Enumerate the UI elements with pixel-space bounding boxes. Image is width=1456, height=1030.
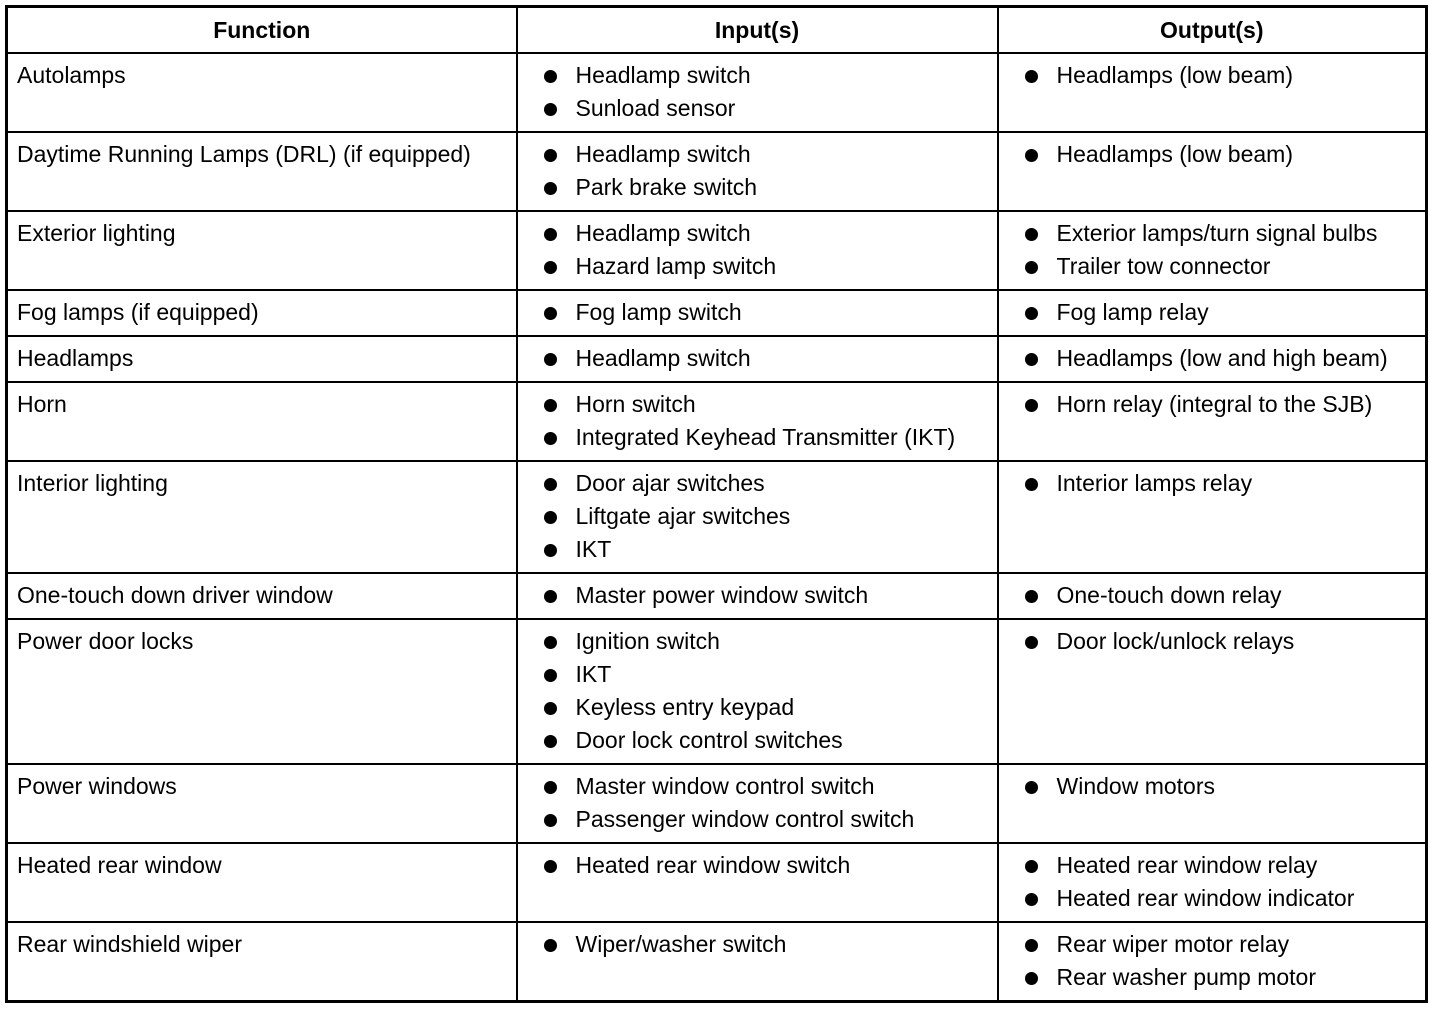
list-item-label: IKT — [575, 536, 612, 562]
list-item-label: Door lock/unlock relays — [1056, 628, 1295, 654]
bullet-icon — [1025, 353, 1038, 366]
outputs-cell — [998, 922, 1427, 1002]
list-item — [518, 388, 997, 421]
list-item — [518, 770, 997, 803]
inputs-cell — [517, 382, 998, 461]
outputs-cell — [998, 132, 1427, 211]
list-item-label: Passenger window control switch — [575, 806, 915, 832]
function-cell: Heated rear window — [7, 843, 517, 922]
list-item-label: Rear wiper motor relay — [1056, 931, 1290, 957]
bullet-icon — [1025, 590, 1038, 603]
outputs-list — [999, 138, 1426, 171]
bullet-icon — [544, 432, 557, 445]
outputs-list — [999, 388, 1426, 421]
inputs-list — [518, 342, 997, 375]
bullet-icon — [1025, 478, 1038, 491]
list-item-label: Headlamp switch — [575, 62, 751, 88]
list-item — [999, 882, 1426, 915]
list-item — [999, 296, 1426, 329]
table-row — [7, 211, 1427, 290]
outputs-list — [999, 579, 1426, 612]
list-item-label: Headlamp switch — [575, 345, 751, 371]
outputs-cell — [998, 461, 1427, 573]
table-row — [7, 53, 1427, 132]
bullet-icon — [1025, 70, 1038, 83]
function-cell: Rear windshield wiper — [7, 922, 517, 1002]
list-item-label: Liftgate ajar switches — [575, 503, 791, 529]
inputs-list — [518, 928, 997, 961]
list-item — [999, 250, 1426, 283]
list-item-label: Headlamps (low beam) — [1056, 141, 1293, 167]
outputs-cell — [998, 211, 1427, 290]
list-item — [999, 961, 1426, 994]
list-item — [518, 533, 997, 566]
list-item-label: Hazard lamp switch — [575, 253, 777, 279]
list-item-label: Window motors — [1056, 773, 1215, 799]
function-cell: Daytime Running Lamps (DRL) (if equipped) — [7, 132, 517, 211]
function-cell: Power windows — [7, 764, 517, 843]
list-item-label: Interior lamps relay — [1056, 470, 1253, 496]
bullet-icon — [544, 544, 557, 557]
function-cell: Autolamps — [7, 53, 517, 132]
function-cell: Exterior lighting — [7, 211, 517, 290]
list-item-label: Integrated Keyhead Transmitter (IKT) — [575, 424, 956, 450]
list-item — [518, 849, 997, 882]
inputs-list — [518, 138, 997, 204]
table-row — [7, 461, 1427, 573]
inputs-cell — [517, 53, 998, 132]
outputs-list — [999, 467, 1426, 500]
list-item-label: Sunload sensor — [575, 95, 736, 121]
bullet-icon — [1025, 228, 1038, 241]
list-item — [518, 59, 997, 92]
list-item — [518, 724, 997, 757]
bullet-icon — [1025, 972, 1038, 985]
function-cell: Power door locks — [7, 619, 517, 764]
function-cell: Interior lighting — [7, 461, 517, 573]
list-item-label: Horn switch — [575, 391, 696, 417]
header-outputs: Output(s) — [998, 7, 1427, 54]
list-item-label: Headlamps (low and high beam) — [1056, 345, 1388, 371]
inputs-list — [518, 849, 997, 882]
table-row — [7, 573, 1427, 619]
list-item-label: Wiper/washer switch — [575, 931, 787, 957]
list-item-label: Master power window switch — [575, 582, 869, 608]
list-item-label: Heated rear window indicator — [1056, 885, 1355, 911]
list-item — [518, 658, 997, 691]
list-item — [518, 296, 997, 329]
list-item — [999, 625, 1426, 658]
list-item — [518, 500, 997, 533]
function-cell: Headlamps — [7, 336, 517, 382]
list-item — [999, 59, 1426, 92]
bullet-icon — [544, 814, 557, 827]
bullet-icon — [544, 182, 557, 195]
outputs-list — [999, 770, 1426, 803]
table-row — [7, 132, 1427, 211]
outputs-list — [999, 849, 1426, 915]
list-item-label: One-touch down relay — [1056, 582, 1282, 608]
bullet-icon — [1025, 893, 1038, 906]
list-item-label: Headlamp switch — [575, 141, 751, 167]
list-item — [518, 138, 997, 171]
bullet-icon — [544, 636, 557, 649]
table-row — [7, 843, 1427, 922]
list-item — [999, 217, 1426, 250]
outputs-list — [999, 59, 1426, 92]
outputs-cell — [998, 619, 1427, 764]
list-item — [518, 217, 997, 250]
bullet-icon — [1025, 781, 1038, 794]
list-item — [518, 803, 997, 836]
bullet-icon — [1025, 307, 1038, 320]
function-table — [5, 5, 1428, 1003]
outputs-list — [999, 296, 1426, 329]
inputs-cell — [517, 290, 998, 336]
list-item — [518, 92, 997, 125]
outputs-cell — [998, 336, 1427, 382]
list-item — [999, 849, 1426, 882]
header-function: Function — [7, 7, 517, 54]
inputs-list — [518, 296, 997, 329]
inputs-cell — [517, 573, 998, 619]
bullet-icon — [544, 669, 557, 682]
list-item — [518, 625, 997, 658]
list-item — [518, 171, 997, 204]
bullet-icon — [544, 103, 557, 116]
list-item-label: Fog lamp switch — [575, 299, 742, 325]
outputs-list — [999, 217, 1426, 283]
inputs-cell — [517, 764, 998, 843]
inputs-cell — [517, 461, 998, 573]
list-item — [518, 579, 997, 612]
bullet-icon — [1025, 261, 1038, 274]
list-item-label: Keyless entry keypad — [575, 694, 795, 720]
bullet-icon — [544, 261, 557, 274]
list-item — [518, 421, 997, 454]
bullet-icon — [1025, 399, 1038, 412]
bullet-icon — [544, 735, 557, 748]
bullet-icon — [1025, 860, 1038, 873]
inputs-cell — [517, 843, 998, 922]
list-item-label: Heated rear window relay — [1056, 852, 1318, 878]
list-item-label: Fog lamp relay — [1056, 299, 1209, 325]
list-item — [518, 691, 997, 724]
list-item-label: Exterior lamps/turn signal bulbs — [1056, 220, 1378, 246]
list-item — [999, 467, 1426, 500]
list-item — [999, 138, 1426, 171]
bullet-icon — [544, 590, 557, 603]
bullet-icon — [544, 70, 557, 83]
table-row — [7, 382, 1427, 461]
bullet-icon — [544, 307, 557, 320]
list-item — [518, 467, 997, 500]
list-item-label: Master window control switch — [575, 773, 875, 799]
header-inputs: Input(s) — [517, 7, 998, 54]
inputs-cell — [517, 336, 998, 382]
outputs-cell — [998, 573, 1427, 619]
inputs-list — [518, 59, 997, 125]
list-item-label: Park brake switch — [575, 174, 758, 200]
inputs-list — [518, 217, 997, 283]
function-cell: Fog lamps (if equipped) — [7, 290, 517, 336]
list-item-label: Rear washer pump motor — [1056, 964, 1316, 990]
function-cell: One-touch down driver window — [7, 573, 517, 619]
list-item-label: Headlamps (low beam) — [1056, 62, 1293, 88]
list-item — [999, 928, 1426, 961]
table-body — [7, 53, 1427, 1002]
outputs-list — [999, 342, 1426, 375]
list-item-label: Trailer tow connector — [1056, 253, 1271, 279]
outputs-cell — [998, 382, 1427, 461]
outputs-list — [999, 625, 1426, 658]
inputs-list — [518, 579, 997, 612]
outputs-cell — [998, 843, 1427, 922]
table-row — [7, 764, 1427, 843]
bullet-icon — [1025, 939, 1038, 952]
bullet-icon — [1025, 636, 1038, 649]
inputs-cell — [517, 619, 998, 764]
table-row — [7, 922, 1427, 1002]
list-item — [999, 770, 1426, 803]
inputs-list — [518, 625, 997, 757]
inputs-cell — [517, 922, 998, 1002]
inputs-list — [518, 770, 997, 836]
bullet-icon — [544, 228, 557, 241]
table-row — [7, 290, 1427, 336]
table-row — [7, 336, 1427, 382]
inputs-list — [518, 388, 997, 454]
bullet-icon — [544, 781, 557, 794]
outputs-cell — [998, 764, 1427, 843]
list-item — [518, 342, 997, 375]
list-item-label: Horn relay (integral to the SJB) — [1056, 391, 1373, 417]
bullet-icon — [544, 399, 557, 412]
list-item — [518, 250, 997, 283]
outputs-cell — [998, 290, 1427, 336]
bullet-icon — [544, 702, 557, 715]
bullet-icon — [544, 353, 557, 366]
list-item-label: IKT — [575, 661, 612, 687]
list-item — [999, 579, 1426, 612]
header-row — [7, 7, 1427, 54]
list-item-label: Ignition switch — [575, 628, 720, 654]
list-item-label: Heated rear window switch — [575, 852, 851, 878]
bullet-icon — [544, 511, 557, 524]
outputs-list — [999, 928, 1426, 994]
bullet-icon — [544, 860, 557, 873]
inputs-cell — [517, 132, 998, 211]
outputs-cell — [998, 53, 1427, 132]
list-item — [518, 928, 997, 961]
list-item — [999, 388, 1426, 421]
inputs-cell — [517, 211, 998, 290]
inputs-list — [518, 467, 997, 566]
bullet-icon — [544, 149, 557, 162]
bullet-icon — [544, 939, 557, 952]
list-item-label: Door ajar switches — [575, 470, 765, 496]
list-item — [999, 342, 1426, 375]
bullet-icon — [544, 478, 557, 491]
bullet-icon — [1025, 149, 1038, 162]
list-item-label: Door lock control switches — [575, 727, 843, 753]
list-item-label: Headlamp switch — [575, 220, 751, 246]
table-row — [7, 619, 1427, 764]
function-cell: Horn — [7, 382, 517, 461]
